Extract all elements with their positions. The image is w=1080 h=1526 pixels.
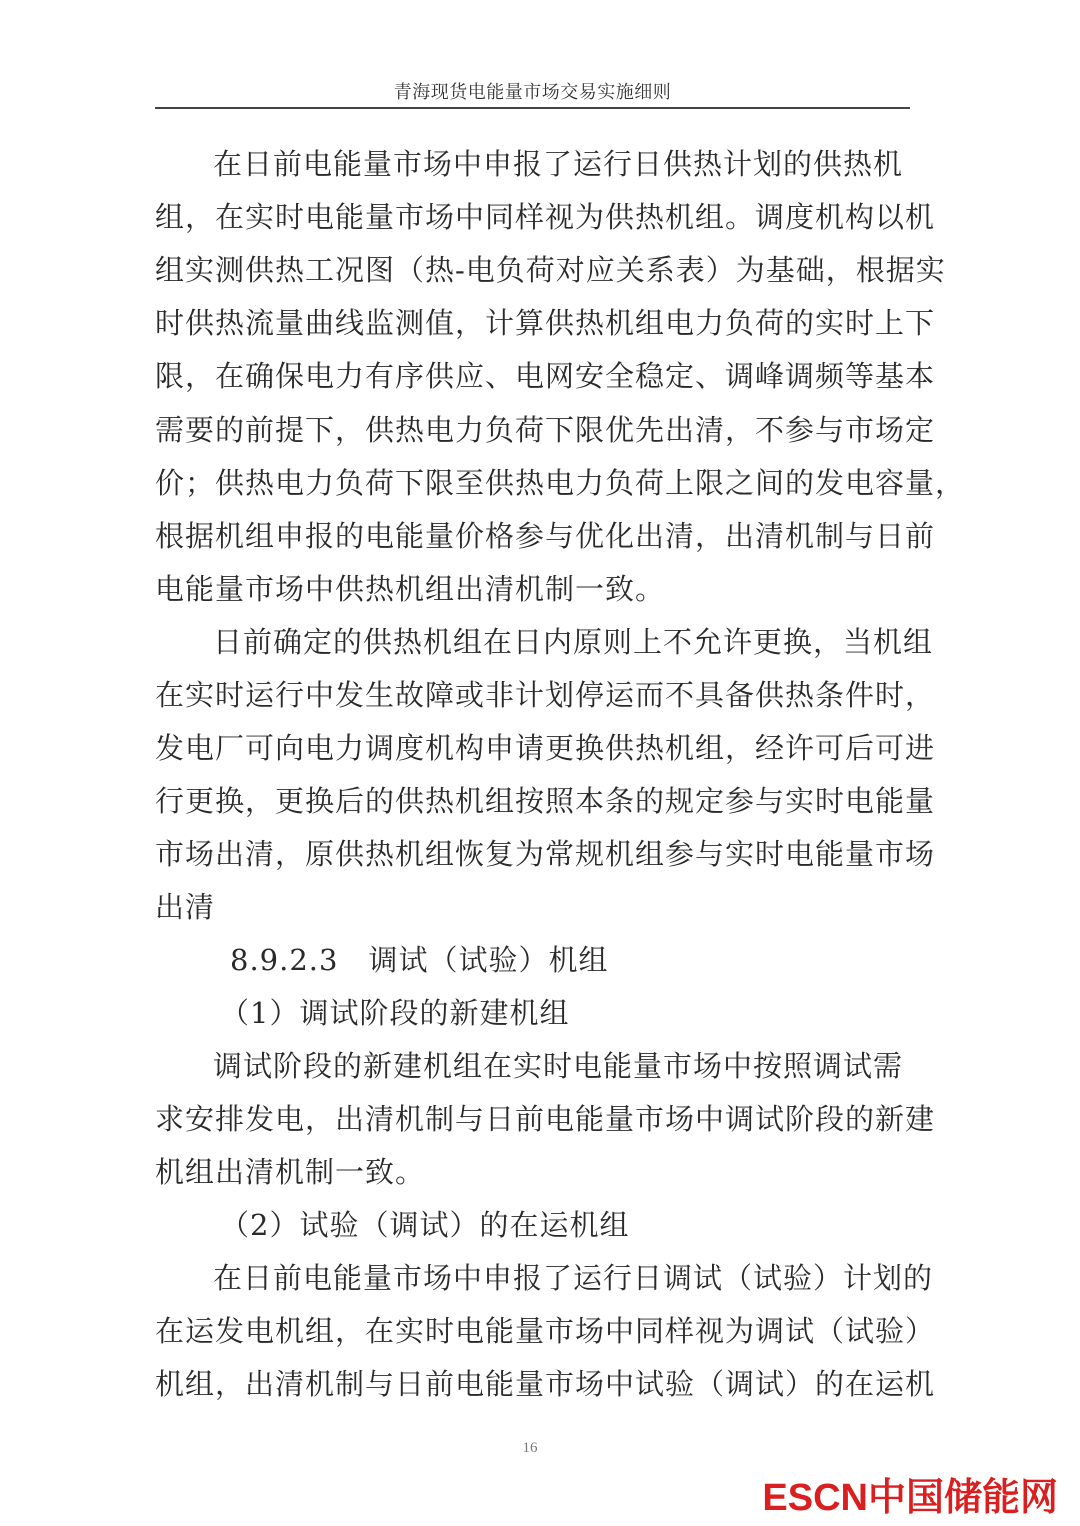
escn-watermark-logo: ESCN中国储能网	[762, 1477, 1058, 1519]
body-line: 根据机组申报的电能量价格参与优化出清，出清机制与日前	[155, 519, 936, 553]
body-line: 发电厂可向电力调度机构申请更换供热机组，经许可后可进	[155, 731, 936, 765]
body-line: 电能量市场中供热机组出清机制一致。	[155, 572, 666, 606]
subsection-heading: （2）试验（调试）的在运机组	[220, 1208, 630, 1242]
body-line: 调试阶段的新建机组在实时电能量市场中按照调试需	[213, 1049, 904, 1083]
section-heading: 8.9.2.3 调试（试验）机组	[230, 943, 609, 977]
body-line: 日前确定的供热机组在日内原则上不允许更换，当机组	[213, 625, 934, 659]
body-line: 行更换，更换后的供热机组按照本条的规定参与实时电能量	[155, 784, 936, 818]
subsection-heading: （1）调试阶段的新建机组	[220, 996, 570, 1030]
body-line: 限，在确保电力有序供应、电网安全稳定、调峰调频等基本	[155, 359, 936, 393]
header-rule	[155, 107, 910, 109]
body-line: 在实时运行中发生故障或非计划停运而不具备供热条件时，	[155, 678, 936, 712]
body-line: 需要的前提下，供热电力负荷下限优先出清，不参与市场定	[155, 413, 936, 447]
body-line: 机组出清机制一致。	[155, 1155, 426, 1189]
body-line: 在日前电能量市场中申报了运行日调试（试验）计划的	[213, 1261, 934, 1295]
body-line: 出清	[155, 890, 216, 924]
body-line: 市场出清，原供热机组恢复为常规机组参与实时电能量市场	[155, 837, 936, 871]
body-line: 在日前电能量市场中申报了运行日供热计划的供热机	[213, 147, 904, 181]
body-line: 组实测供热工况图（热-电负荷对应关系表）为基础，根据实	[155, 253, 946, 287]
body-line: 时供热流量曲线监测值，计算供热机组电力负荷的实时上下	[155, 306, 936, 340]
body-line: 在运发电机组，在实时电能量市场中同样视为调试（试验）	[155, 1314, 936, 1348]
body-line: 组，在实时电能量市场中同样视为供热机组。调度机构以机	[155, 200, 936, 234]
body-line: 求安排发电，出清机制与日前电能量市场中调试阶段的新建	[155, 1102, 936, 1136]
page-number: 16	[522, 1440, 538, 1456]
body-line: 价；供热电力负荷下限至供热电力负荷上限之间的发电容量，	[155, 466, 966, 500]
page-header-title: 青海现货电能量市场交易实施细则	[393, 82, 672, 103]
body-line: 机组，出清机制与日前电能量市场中试验（调试）的在运机	[155, 1367, 936, 1401]
